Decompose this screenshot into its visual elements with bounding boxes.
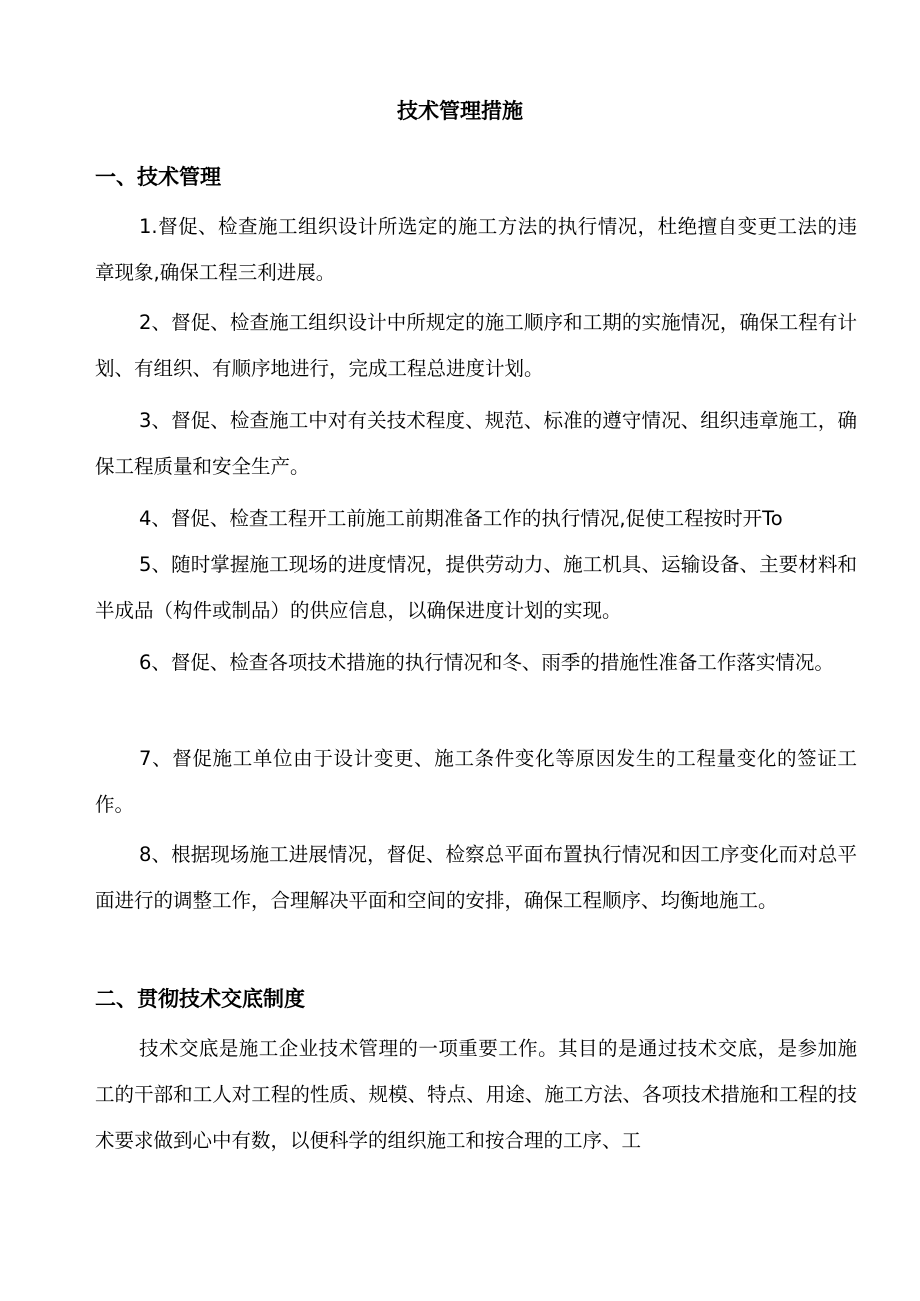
section-heading-technical-management: 一、技术管理 [95,165,221,189]
section-heading-technical-disclosure: 二、贯彻技术交底制度 [95,987,305,1011]
paragraph-item-6: 6、督促、检查各项技术措施的执行情况和冬、雨季的措施性准备工作落实情况。 [139,651,834,674]
document-title: 技术管理措施 [397,99,523,123]
paragraph-item-8: 8、根据现场施工进展情况，督促、检察总平面布置执行情况和因工序变化而对总平面进行的调整工作，合理解决平面和空间的安排，确保工程顺序、均衡地施工。 [95,843,857,912]
paragraph-item-1: 1.督促、检查施工组织设计所选定的施工方法的执行情况，杜绝擅自变更工法的违章现象,确保工程三利进展。 [95,215,857,284]
paragraph-technical-disclosure: 技术交底是施工企业技术管理的一项重要工作。其目的是通过技术交底，是参加施工的干部和工人对工程的性质、规模、特点、用途、施工方法、各项技术措施和工程的技术要求做到心中有数，以便科学的组织施工和按合理的工序、工 [95,1037,857,1152]
paragraph-item-4: 4、督促、检查工程开工前施工前期准备工作的执行情况,促使工程按时开To [139,507,783,530]
paragraph-item-2: 2、督促、检查施工组织设计中所规定的施工顺序和工期的实施情况，确保工程有计划、有组织、有顺序地进行，完成工程总进度计划。 [95,311,857,380]
paragraph-item-5: 5、随时掌握施工现场的进度情况，提供劳动力、施工机具、运输设备、主要材料和半成品（构件或制品）的供应信息，以确保进度计划的实现。 [95,553,857,622]
paragraph-item-7: 7、督促施工单位由于设计变更、施工条件变化等原因发生的工程量变化的签证工作。 [95,747,857,816]
paragraph-item-3: 3、督促、检查施工中对有关技术程度、规范、标准的遵守情况、组织违章施工，确保工程质量和安全生产。 [95,409,857,478]
